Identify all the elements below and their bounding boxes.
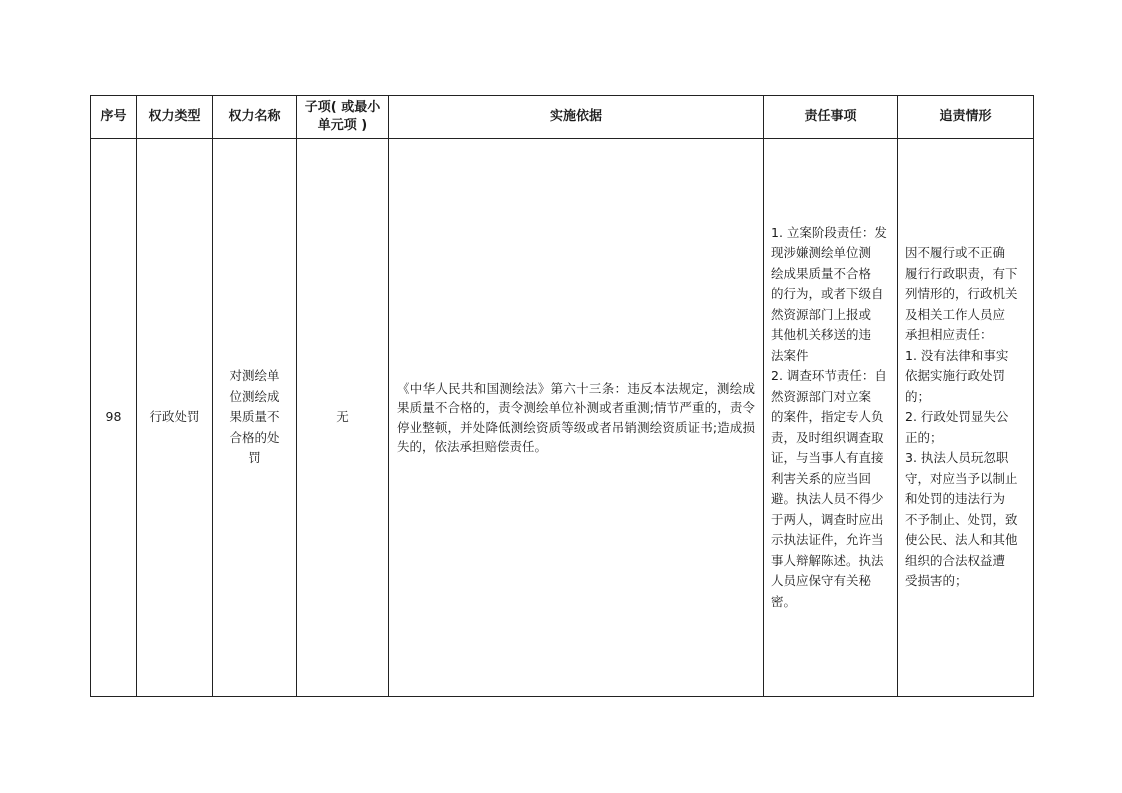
header-basis: 实施依据 <box>389 96 764 139</box>
table-row <box>91 139 1034 697</box>
header-sub-item: 子项( 或最小 单元项 ) <box>297 96 389 139</box>
cell-power-name <box>213 139 297 697</box>
cell-basis <box>389 139 764 697</box>
header-seq: 序号 <box>91 96 137 139</box>
cell-duty <box>764 139 898 697</box>
basis-value: 《中华人民共和国测绘法》第六十三条：违反本法规定，测绘成果质量不合格的，责令测绘单位补测或者重测;情节严重的，责令停业整顿，并处降低测绘资质等级或者吊销测绘资质证书;造成损失的，依法承担赔偿责任。 <box>397 380 755 454</box>
power-list-table <box>90 95 1034 697</box>
power-name-value: 对测绘单 位测绘成 果质量不 合格的处 罚 <box>229 368 280 466</box>
accountability-value: 因不履行或不正确 履行行政职责，有下 列情形的，行政机关 及相关工作人员应 承担相应责任： 1. 没有法律和事实 依据实施行政处罚 的； 2. 行政处罚显失公 正的； 3. 执法人员玩忽职 守，对应当予以制止 和处罚的违法行为 不予制止、处罚，致 使公民、法人和其他 组织的合法权益遭 受损害的； <box>905 245 1018 589</box>
header-accountability: 追责情形 <box>898 96 1034 139</box>
cell-sub-item <box>297 139 389 697</box>
header-row <box>91 96 1034 139</box>
cell-power-type <box>137 139 213 697</box>
seq-value: 98 <box>105 409 122 425</box>
sub-item-value: 无 <box>336 409 349 425</box>
header-duty: 责任事项 <box>764 96 898 139</box>
header-power-name: 权力名称 <box>213 96 297 139</box>
cell-seq <box>91 139 137 697</box>
cell-accountability <box>898 139 1034 697</box>
power-type-value: 行政处罚 <box>149 409 200 425</box>
duty-value: 1. 立案阶段责任：发 现涉嫌测绘单位测 绘成果质量不合格 的行为，或者下级自 然资源部门上报或 其他机关移送的违 法案件 2. 调查环节责任：自 然资源部门对立案 的案件，指定专人负 责，及时组织调查取 证，与当事人有直接 利害关系的应当回 避。执法人员不得少 于两人，调查时应出 示执法证件，允许当 事人辩解陈述。执法 人员应保守有关秘 密。 <box>771 224 887 609</box>
header-power-type: 权力类型 <box>137 96 213 139</box>
